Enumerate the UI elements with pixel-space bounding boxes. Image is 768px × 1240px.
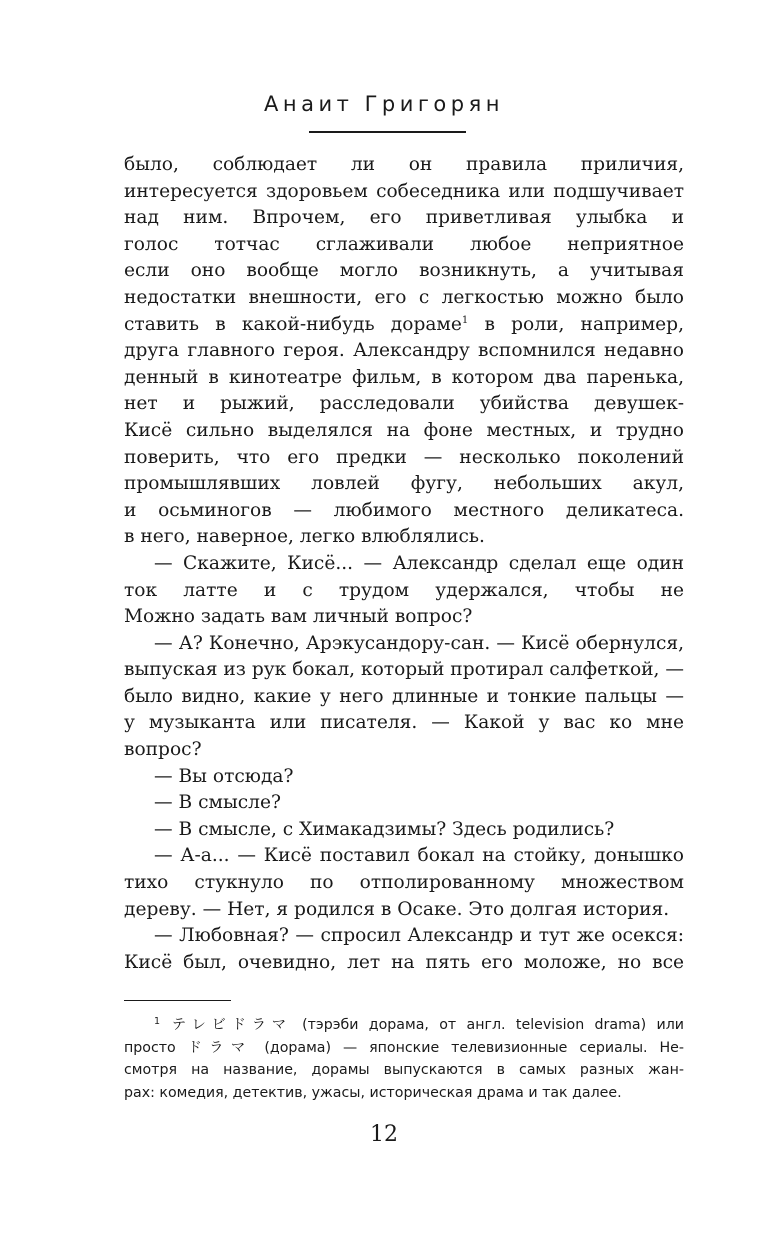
- text-line: поверить, что его предки — несколько поколений: [124, 446, 684, 468]
- page-number: 12: [370, 1122, 398, 1147]
- text-line: интересуется здоровьем собеседника или подшучивает: [124, 180, 684, 202]
- text-line: выпуская из рук бокал, который протирал салфеткой, —: [124, 659, 684, 681]
- header-rule: [309, 131, 466, 133]
- footnote-line: смотря на название, дорамы выпускаются в самых разных жан-: [124, 1062, 684, 1078]
- text-line: — Любовная? — спросил Александр и тут же осекся:: [154, 925, 684, 947]
- footnote: [124, 1014, 684, 1104]
- text-line: над ним. Впрочем, его приветливая улыбка и: [124, 207, 684, 229]
- text-line: нет и рыжий, расследовали убийства девушек-: [124, 393, 684, 415]
- text-line: вопрос?: [124, 739, 202, 761]
- text-line-with-footnote-ref: [124, 312, 684, 339]
- text-line: Кисё сильно выделялся на фоне местных, и трудно: [124, 419, 684, 441]
- text-line: дереву. — Нет, я родился в Осаке. Это долгая история.: [124, 898, 670, 920]
- footnote-line: просто ドラマ (дорама) — японские телевизионные сериалы. Не-: [124, 1039, 684, 1056]
- text-line: в него, наверное, легко влюблялись.: [124, 526, 485, 548]
- text-line: — Вы отсюда?: [154, 765, 294, 787]
- text-line: промышлявших ловлей фугу, небольших акул,: [124, 473, 684, 495]
- text-line: тихо стукнуло по отполированному множеством: [124, 872, 684, 894]
- text-line: у музыканта или писателя. — Какой у вас ко мне: [124, 712, 684, 734]
- text-line: — А? Конечно, Арэкусандору-сан. — Кисё обернулся,: [154, 632, 684, 654]
- text-line: ток латте и с трудом удержался, чтобы не: [124, 579, 684, 601]
- text-line: было, соблюдает ли он правила приличия,: [124, 154, 684, 175]
- text-line: — В смысле?: [154, 792, 281, 814]
- text-line: голос тотчас сглаживали любое неприятное: [124, 233, 684, 255]
- footnote-line: рах: комедия, детектив, ужасы, историческая драма и так далее.: [124, 1084, 622, 1101]
- footnote-line: [124, 1014, 684, 1037]
- footnote-separator: [124, 1000, 231, 1001]
- text-line: денный в кинотеатре фильм, в котором два паренька,: [124, 366, 684, 388]
- text-line: недостатки внешности, его с легкостью можно было: [124, 286, 684, 308]
- footnote-text: テレビドラマ (тэрэби дорама, от англ. television drama) или: [166, 1017, 684, 1033]
- footnote-marker: 1: [154, 1016, 161, 1027]
- text-line: Кисё был, очевидно, лет на пять его моложе, но все: [124, 951, 684, 973]
- running-head-author: Анаит Григорян: [264, 92, 504, 116]
- text-fragment: в роли, например,: [484, 313, 684, 335]
- text-line: — Скажите, Кисё... — Александр сделал еще один: [154, 552, 684, 574]
- text-line: Можно задать вам личный вопрос?: [124, 606, 473, 628]
- text-line: — А-а... — Кисё поставил бокал на стойку, донышко: [154, 845, 684, 867]
- text-fragment: ставить в какой-нибудь дораме: [124, 313, 462, 335]
- footnote-reference[interactable]: 1: [461, 314, 469, 326]
- text-line: друга главного героя. Александру вспомнился недавно: [124, 340, 684, 362]
- text-line: и осьминогов — любимого местного деликатеса.: [124, 499, 684, 521]
- text-line: было видно, какие у него длинные и тонкие пальцы —: [124, 685, 684, 707]
- body-text: [124, 152, 684, 976]
- text-line: если оно вообще могло возникнуть, а учитывая: [124, 260, 684, 282]
- text-line: — В смысле, с Химакадзимы? Здесь родились?: [154, 818, 615, 840]
